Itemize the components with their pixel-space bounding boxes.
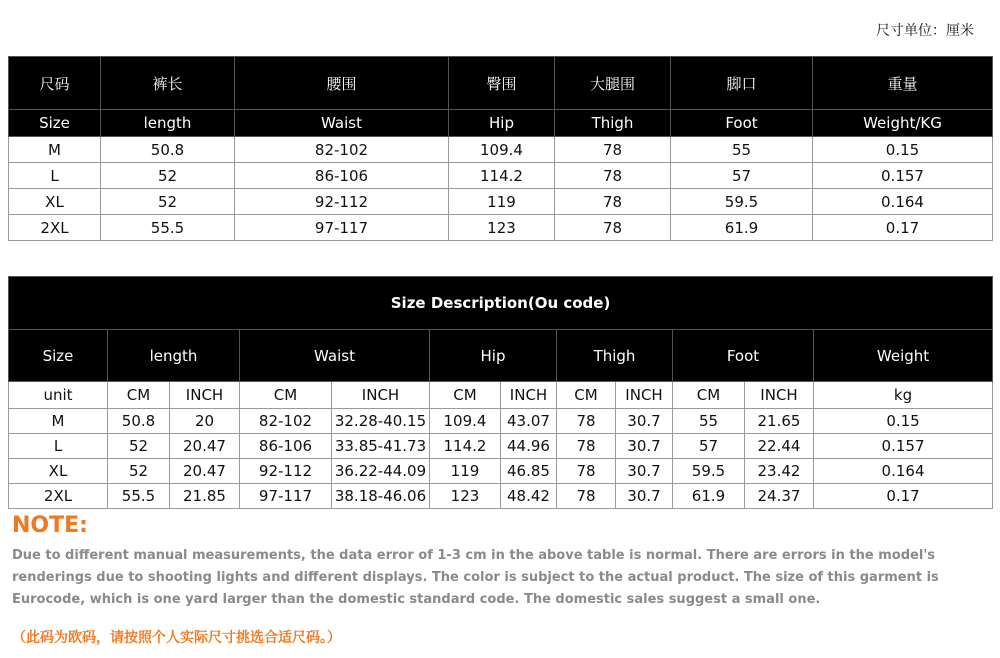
table-row [9, 434, 993, 459]
table-cell: 0.157 [814, 434, 993, 459]
table-cell: 78 [557, 434, 616, 459]
table-cell: 2XL [9, 215, 101, 241]
table-cell: 50.8 [101, 137, 235, 163]
table-cell: 119 [449, 189, 555, 215]
table-cell: 50.8 [108, 409, 170, 434]
table-cell: 78 [557, 459, 616, 484]
table-cell: 123 [430, 484, 501, 509]
header-cell: length [108, 330, 240, 382]
table-cell: 44.96 [501, 434, 557, 459]
table-cell: INCH [616, 382, 673, 409]
table-cell: 61.9 [671, 215, 813, 241]
table-cell: 52 [108, 459, 170, 484]
table-title-row [9, 277, 993, 330]
header-cell: Thigh [557, 330, 673, 382]
table-cell: 123 [449, 215, 555, 241]
note-cn: （此码为欧码，请按照个人实际尺寸挑选合适尺码。） [12, 630, 341, 646]
table-cell: 0.164 [813, 189, 993, 215]
table-cell: 119 [430, 459, 501, 484]
table-cell: CM [240, 382, 332, 409]
header-cell: Foot [671, 110, 813, 137]
header-cell: Size [9, 330, 108, 382]
table-cell: CM [557, 382, 616, 409]
table-cell: 20 [170, 409, 240, 434]
table-cell: L [9, 434, 108, 459]
table-cell: 92-112 [235, 189, 449, 215]
header-cell: 裤长 [101, 57, 235, 110]
table-cell: 23.42 [745, 459, 814, 484]
table-cell: 78 [557, 484, 616, 509]
table-cell: INCH [332, 382, 430, 409]
table-cell: 57 [671, 163, 813, 189]
header-cell: Hip [430, 330, 557, 382]
table-row [9, 382, 993, 409]
table-cell: 61.9 [673, 484, 745, 509]
table-cell: 109.4 [430, 409, 501, 434]
table-cell: kg [814, 382, 993, 409]
header-cell: length [101, 110, 235, 137]
table-row [9, 215, 993, 241]
table-cell: 0.15 [814, 409, 993, 434]
header-cell: Weight [814, 330, 993, 382]
table-cell: 55 [671, 137, 813, 163]
table-row [9, 484, 993, 509]
table-header-row [9, 330, 993, 382]
note-body: Due to different manual measurements, the data error of 1-3 cm in the above table is normal. There are errors in the model's renderings due to shooting lights and different displays. The color is subject to the actual product. The size of this garment is Eurocode, which is one yard larger than the domestic standard code. The domestic sales suggest a small one. [12, 548, 939, 607]
table-cell: INCH [501, 382, 557, 409]
table-cell: 78 [555, 189, 671, 215]
table-cell: L [9, 163, 101, 189]
table-cell: 33.85-41.73 [332, 434, 430, 459]
table-cell: M [9, 409, 108, 434]
table-row [9, 137, 993, 163]
table-cell: 55 [673, 409, 745, 434]
table-cell: 38.18-46.06 [332, 484, 430, 509]
table-cell: 0.17 [813, 215, 993, 241]
header-cell: Foot [673, 330, 814, 382]
table-cell: 97-117 [240, 484, 332, 509]
table-cell: 78 [555, 137, 671, 163]
table-header-row-en [9, 110, 993, 137]
table-cell: 2XL [9, 484, 108, 509]
header-cell: 尺码 [9, 57, 101, 110]
table-cell: 0.164 [814, 459, 993, 484]
size-table-eu [8, 276, 993, 509]
table-row [9, 409, 993, 434]
table-cell: 82-102 [240, 409, 332, 434]
table-cell: 114.2 [430, 434, 501, 459]
table-cell: 55.5 [101, 215, 235, 241]
header-cell: 脚口 [671, 57, 813, 110]
table-cell: 0.157 [813, 163, 993, 189]
header-cell: Hip [449, 110, 555, 137]
table-cell: 86-106 [235, 163, 449, 189]
table-title: Size Description(Ou code) [9, 277, 993, 330]
table-cell: 30.7 [616, 459, 673, 484]
table-cell: 114.2 [449, 163, 555, 189]
header-cell: 大腿围 [555, 57, 671, 110]
header-cell: 重量 [813, 57, 993, 110]
table-cell: 21.85 [170, 484, 240, 509]
table-cell: XL [9, 459, 108, 484]
header-cell: Thigh [555, 110, 671, 137]
table-row [9, 163, 993, 189]
table-cell: 82-102 [235, 137, 449, 163]
header-cell: 臀围 [449, 57, 555, 110]
table-cell: CM [430, 382, 501, 409]
header-cell: Weight/KG [813, 110, 993, 137]
table-cell: 46.85 [501, 459, 557, 484]
table-cell: 20.47 [170, 459, 240, 484]
table-cell: 109.4 [449, 137, 555, 163]
table-cell: 78 [557, 409, 616, 434]
table-cell: 0.15 [813, 137, 993, 163]
table-cell: 52 [101, 189, 235, 215]
table-cell: XL [9, 189, 101, 215]
table-cell: 21.65 [745, 409, 814, 434]
size-table-cn [8, 56, 993, 241]
table-cell: 20.47 [170, 434, 240, 459]
header-cell: 腰围 [235, 57, 449, 110]
table-cell: CM [108, 382, 170, 409]
table-cell: unit [9, 382, 108, 409]
table-cell: 48.42 [501, 484, 557, 509]
table-cell: 22.44 [745, 434, 814, 459]
table-cell: 32.28-40.15 [332, 409, 430, 434]
table-cell: INCH [170, 382, 240, 409]
table-cell: INCH [745, 382, 814, 409]
table-cell: 43.07 [501, 409, 557, 434]
table-cell: 52 [101, 163, 235, 189]
table-cell: 92-112 [240, 459, 332, 484]
table-cell: M [9, 137, 101, 163]
table-cell: 0.17 [814, 484, 993, 509]
table-cell: 86-106 [240, 434, 332, 459]
table-header-row-cn [9, 57, 993, 110]
header-cell: Waist [235, 110, 449, 137]
unit-note: 尺寸单位：厘米 [876, 23, 974, 39]
table-cell: CM [673, 382, 745, 409]
table-row [9, 189, 993, 215]
note-title: NOTE: [12, 513, 88, 538]
table-cell: 57 [673, 434, 745, 459]
table-cell: 36.22-44.09 [332, 459, 430, 484]
table-cell: 59.5 [673, 459, 745, 484]
header-cell: Waist [240, 330, 430, 382]
header-cell: Size [9, 110, 101, 137]
table-cell: 24.37 [745, 484, 814, 509]
table-cell: 30.7 [616, 409, 673, 434]
table-row [9, 459, 993, 484]
table-cell: 97-117 [235, 215, 449, 241]
table-cell: 30.7 [616, 434, 673, 459]
table-cell: 78 [555, 215, 671, 241]
table-cell: 30.7 [616, 484, 673, 509]
table-cell: 78 [555, 163, 671, 189]
table-cell: 52 [108, 434, 170, 459]
table-cell: 55.5 [108, 484, 170, 509]
table-cell: 59.5 [671, 189, 813, 215]
